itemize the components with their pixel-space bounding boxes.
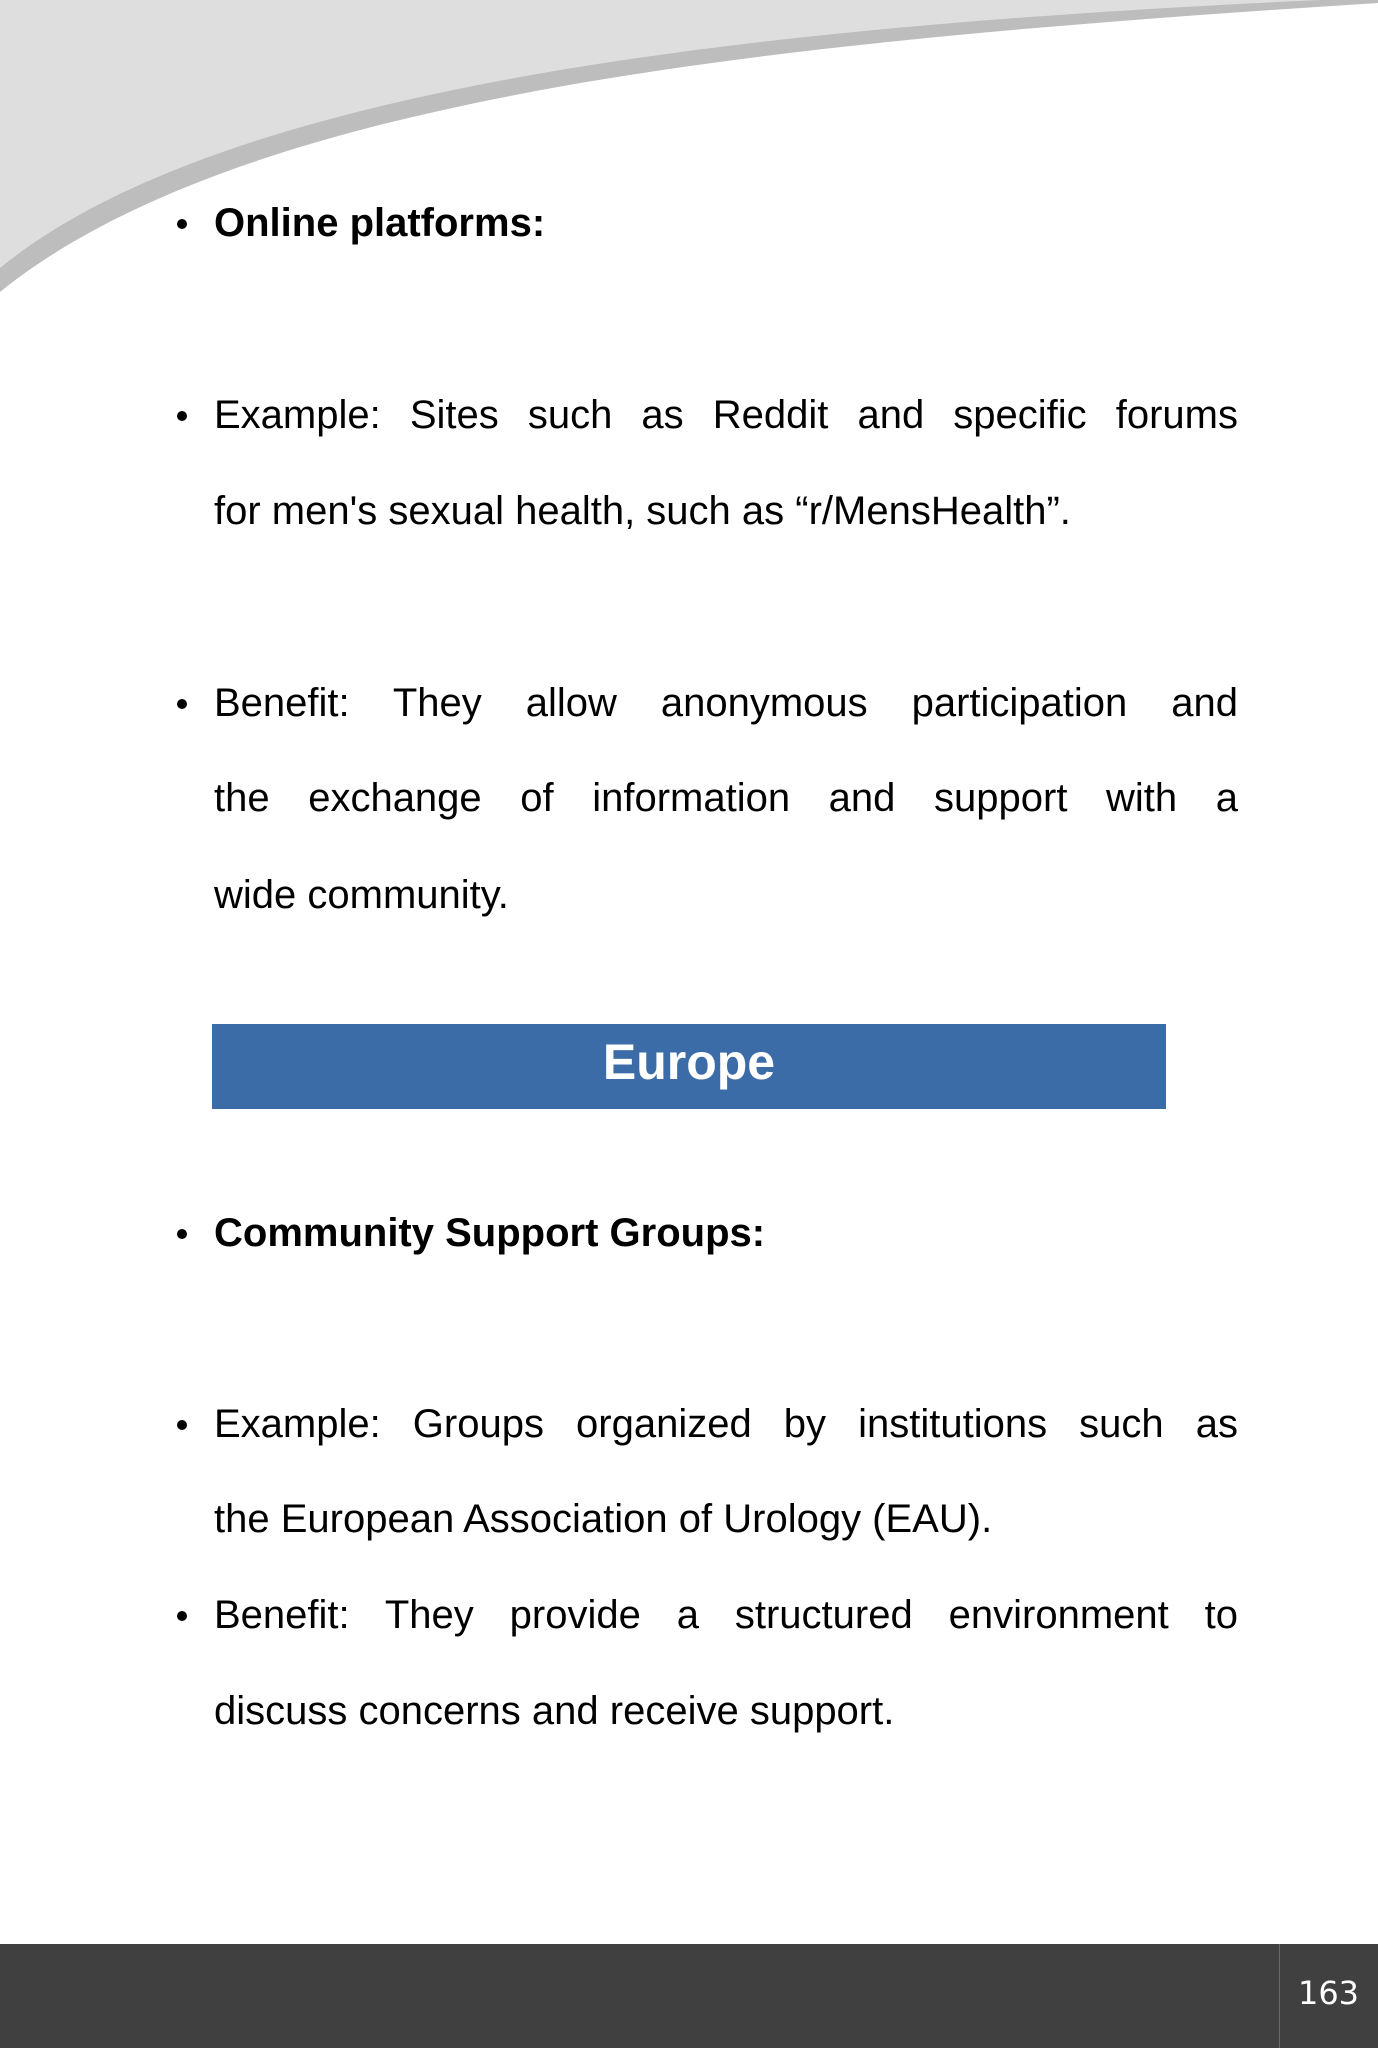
bullet-icon bbox=[177, 411, 187, 421]
page-footer bbox=[0, 1944, 1378, 2048]
community-example-text: the European Association of Urology (EAU). bbox=[214, 1497, 993, 1541]
bullet-icon bbox=[177, 219, 187, 229]
section-banner-europe: Europe bbox=[212, 1024, 1166, 1109]
page-number: 163 bbox=[1297, 1974, 1360, 2012]
online-example-text: Example: Sites such as Reddit and specific forums bbox=[214, 393, 1238, 437]
decorative-page-curve bbox=[0, 0, 1378, 300]
community-example-text: Example: Groups organized by institutions such as bbox=[214, 1402, 1238, 1446]
online-example-text: for men's sexual health, such as “r/MensHealth”. bbox=[214, 489, 1071, 533]
online-benefit-text: wide community. bbox=[214, 873, 509, 917]
bullet-icon bbox=[177, 1611, 187, 1621]
online-benefit-text: the exchange of information and support with a bbox=[214, 776, 1238, 820]
bullet-icon bbox=[177, 1420, 187, 1430]
bullet-icon bbox=[177, 1229, 187, 1239]
community-support-heading: Community Support Groups: bbox=[214, 1211, 766, 1255]
online-benefit-text: Benefit: They allow anonymous participation and bbox=[214, 681, 1238, 725]
community-benefit-text: discuss concerns and receive support. bbox=[214, 1689, 895, 1733]
community-benefit-text: Benefit: They provide a structured environment to bbox=[214, 1593, 1238, 1637]
bullet-icon bbox=[177, 699, 187, 709]
online-platforms-heading: Online platforms: bbox=[214, 201, 546, 245]
